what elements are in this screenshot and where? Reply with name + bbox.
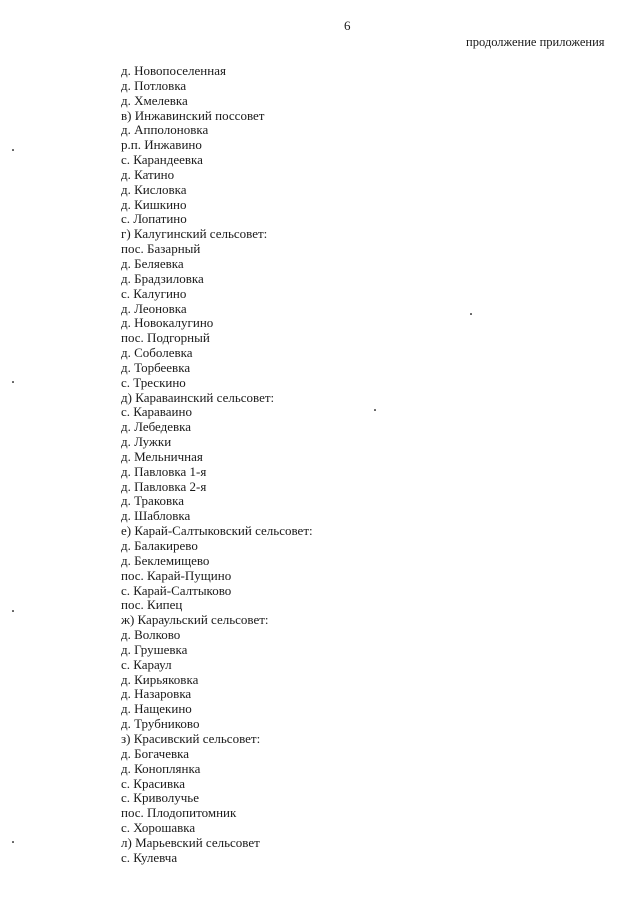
list-item: д. Соболевка [121,345,193,361]
list-item: д. Нащекино [121,701,192,717]
scan-speck [12,841,14,843]
list-item: д. Лужки [121,434,172,450]
list-item: д. Шабловка [121,508,191,524]
list-item: с. Караул [121,656,172,672]
list-item: л) Марьевский сельсовет [121,834,260,850]
list-item: д. Кишкино [121,196,187,212]
list-item: с. Криволучье [121,790,199,806]
list-item: д. Траковка [121,493,185,509]
list-item: д. Трубниково [121,716,200,732]
list-item: с. Караваино [121,404,192,420]
list-item: пос. Подгорный [121,330,210,346]
list-item: с. Красивка [121,775,185,791]
list-item: в) Инжавинский поссовет [121,107,265,123]
list-item: д. Грушевка [121,641,188,657]
list-item: д. Беляевка [121,255,184,271]
scan-speck [12,381,14,383]
list-item: д. Лебедевка [121,419,192,435]
list-item: пос. Карай-Пущино [121,567,232,583]
scan-speck [374,409,376,411]
list-item: с. Калугино [121,285,187,301]
list-item: д. Кирьяковка [121,671,199,687]
list-item: д. Балакирево [121,538,198,553]
scan-speck [470,313,472,315]
list-item: пос. Плодопитомник [121,805,237,821]
scan-speck [12,149,14,151]
list-item: д. Апполоновка [121,122,209,138]
list-item: д. Богачевка [121,745,189,761]
list-item: пос. Кипец [121,597,183,613]
page-number: 6 [344,18,351,33]
list-item: д. Леоновка [121,300,187,316]
list-item: д. Брадзиловка [121,270,204,286]
list-item: д. Коноплянка [121,760,201,776]
list-item: д. Новопоселенная [121,63,226,78]
list-item: д) Караваинский сельсовет: [121,389,275,405]
list-item: с. Хорошавка [121,820,196,836]
list-item: пос. Базарный [121,241,201,257]
list-item: с. Кулевча [121,849,178,865]
list-item: ж) Караульский сельсовет: [121,612,269,628]
list-item: д. Волково [121,627,181,643]
settlement-list [121,64,313,866]
list-item: р.п. Инжавино [121,137,202,153]
list-item: д. Катино [121,166,175,182]
scan-speck [12,610,14,612]
list-item: д. Торбеевка [121,359,191,375]
list-item: г) Калугинский сельсовет: [121,226,268,242]
list-item: с. Лопатино [121,211,187,227]
list-item: д. Кисловка [121,181,187,197]
list-item: д. Мельничная [121,448,203,464]
list-item: д. Новокалугино [121,315,214,331]
list-item: д. Павловка 2-я [121,478,207,494]
list-item: с. Трескино [121,374,186,390]
list-item: д. Хмелевка [121,92,188,108]
list-item: д. Беклемищево [121,552,210,568]
list-item: с. Карай-Салтыково [121,582,232,598]
list-item: с. Карандеевка [121,152,203,168]
list-item: д. Назаровка [121,686,192,702]
list-item: е) Карай-Салтыковский сельсовет: [121,523,313,539]
list-item: з) Красивский сельсовет: [121,730,261,746]
list-item: д. Павловка 1-я [121,463,207,479]
continuation-note: продолжение приложения [466,35,605,49]
list-item: д. Потловка [121,77,187,93]
